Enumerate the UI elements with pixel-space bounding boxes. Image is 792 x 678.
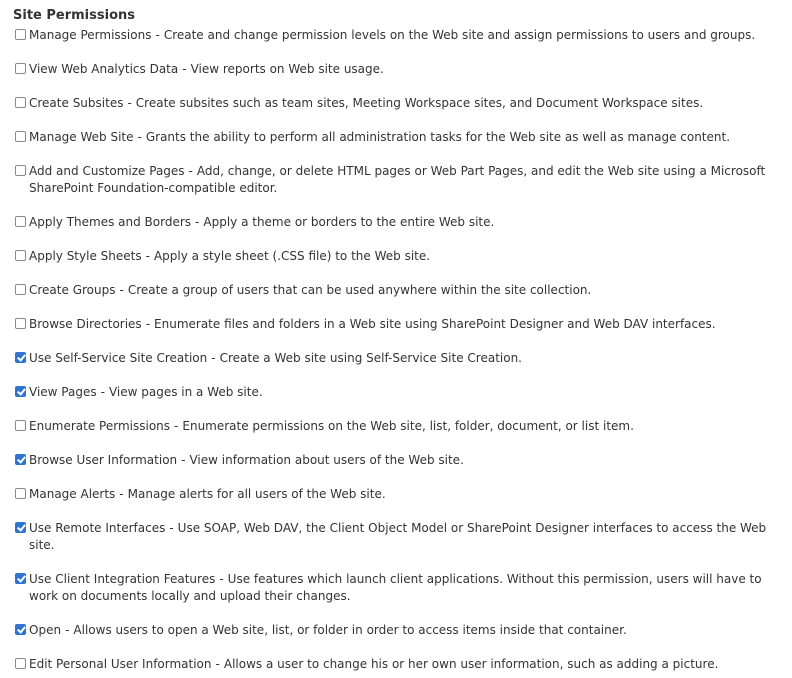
permission-checkbox[interactable] xyxy=(15,250,26,261)
permission-checkbox[interactable] xyxy=(15,216,26,227)
permission-separator: - xyxy=(100,385,105,399)
permission-name[interactable]: View Pages xyxy=(29,385,97,399)
permission-row xyxy=(15,129,785,146)
permission-text xyxy=(29,316,785,333)
permission-separator: - xyxy=(145,249,150,263)
permission-description: View pages in a Web site. xyxy=(108,385,263,399)
permission-row xyxy=(15,571,785,605)
permission-text xyxy=(29,452,785,469)
permission-separator: - xyxy=(119,487,124,501)
permission-text xyxy=(29,282,785,299)
permission-separator: - xyxy=(215,657,220,671)
permission-row xyxy=(15,656,785,673)
permission-row xyxy=(15,452,785,469)
permission-checkbox[interactable] xyxy=(15,165,26,176)
permission-text xyxy=(29,520,785,554)
permission-checkbox[interactable] xyxy=(15,29,26,40)
permission-description: Create a group of users that can be used anywhere within the site collection. xyxy=(127,283,592,297)
permission-text xyxy=(29,656,785,673)
permission-separator: - xyxy=(127,96,132,110)
permission-row xyxy=(15,95,785,112)
permission-name[interactable]: Enumerate Permissions xyxy=(29,419,171,433)
permission-separator: - xyxy=(188,164,193,178)
permission-description: Apply a style sheet (.CSS file) to the Web site. xyxy=(153,249,431,263)
permission-separator: - xyxy=(174,419,179,433)
permission-separator: - xyxy=(219,572,224,586)
permission-checkbox[interactable] xyxy=(15,573,26,584)
permission-name[interactable]: Manage Web Site xyxy=(29,130,134,144)
permission-description: Create subsites such as team sites, Meeting Workspace sites, and Document Workspace sites. xyxy=(135,96,704,110)
permission-name[interactable]: Browse Directories xyxy=(29,317,142,331)
permission-name[interactable]: Apply Themes and Borders xyxy=(29,215,192,229)
permission-name[interactable]: Manage Alerts xyxy=(29,487,116,501)
permission-text xyxy=(29,486,785,503)
permission-text xyxy=(29,248,785,265)
permission-description: Manage alerts for all users of the Web site. xyxy=(127,487,386,501)
permission-description: Apply a theme or borders to the entire Web site. xyxy=(203,215,495,229)
permission-separator: - xyxy=(211,351,216,365)
permission-checkbox[interactable] xyxy=(15,63,26,74)
permission-row xyxy=(15,248,785,265)
permission-text xyxy=(29,350,785,367)
permission-row xyxy=(15,214,785,231)
permission-text xyxy=(29,418,785,435)
permission-description: Add, change, or delete HTML pages or Web Part Pages, and edit the Web site using a Microsoft SharePoint Foundation-compatible editor. xyxy=(29,164,766,195)
section-title: Site Permissions xyxy=(13,8,135,23)
permission-name[interactable]: View Web Analytics Data xyxy=(29,62,179,76)
permission-description: Create and change permission levels on the Web site and assign permissions to users and groups. xyxy=(163,28,756,42)
permission-description: View reports on Web site usage. xyxy=(190,62,384,76)
permission-name[interactable]: Open xyxy=(29,623,62,637)
permission-name[interactable]: Browse User Information xyxy=(29,453,178,467)
permission-separator: - xyxy=(182,62,187,76)
permission-text xyxy=(29,622,785,639)
permission-checkbox[interactable] xyxy=(15,318,26,329)
permission-checkbox[interactable] xyxy=(15,131,26,142)
permission-name[interactable]: Use Self-Service Site Creation xyxy=(29,351,208,365)
permission-description: Allows users to open a Web site, list, or folder in order to access items inside that container. xyxy=(73,623,627,637)
permission-description: View information about users of the Web site. xyxy=(189,453,464,467)
permission-row xyxy=(15,282,785,299)
permission-text xyxy=(29,384,785,401)
permission-name[interactable]: Apply Style Sheets xyxy=(29,249,142,263)
permission-name[interactable]: Manage Permissions xyxy=(29,28,152,42)
permission-checkbox[interactable] xyxy=(15,488,26,499)
permission-separator: - xyxy=(145,317,151,331)
permission-row xyxy=(15,486,785,503)
permission-description: Create a Web site using Self-Service Site Creation. xyxy=(219,351,522,365)
permission-separator: - xyxy=(137,130,142,144)
permission-row xyxy=(15,418,785,435)
permission-text xyxy=(29,61,785,78)
permission-row xyxy=(15,316,785,333)
permission-separator: - xyxy=(155,28,160,42)
permission-description: Use features which launch client applications. Without this permission, users will have to work on documents locally and upload their changes. xyxy=(29,572,762,603)
permission-checkbox[interactable] xyxy=(15,352,26,363)
permission-text xyxy=(29,214,785,231)
permission-name[interactable]: Edit Personal User Information xyxy=(29,657,212,671)
permission-description: Enumerate permissions on the Web site, list, folder, document, or list item. xyxy=(182,419,634,433)
permission-name[interactable]: Add and Customize Pages xyxy=(29,164,185,178)
permission-name[interactable]: Use Remote Interfaces xyxy=(29,521,166,535)
permission-description: Grants the ability to perform all administration tasks for the Web site as well as manage content. xyxy=(145,130,731,144)
permission-checkbox[interactable] xyxy=(15,624,26,635)
permission-checkbox[interactable] xyxy=(15,386,26,397)
permission-row xyxy=(15,61,785,78)
permission-row xyxy=(15,350,785,367)
permission-row xyxy=(15,622,785,639)
permission-text xyxy=(29,129,785,146)
permission-checkbox[interactable] xyxy=(15,284,26,295)
permission-row xyxy=(15,384,785,401)
permission-separator: - xyxy=(65,623,70,637)
permission-description: Use SOAP, Web DAV, the Client Object Model or SharePoint Designer interfaces to access the Web site. xyxy=(29,521,767,552)
permissions-list xyxy=(15,27,785,673)
permission-checkbox[interactable] xyxy=(15,454,26,465)
permission-checkbox[interactable] xyxy=(15,522,26,533)
permission-row xyxy=(15,27,785,44)
permission-row xyxy=(15,163,785,197)
permission-description: Allows a user to change his or her own user information, such as adding a picture. xyxy=(223,657,719,671)
permission-checkbox[interactable] xyxy=(15,97,26,108)
permission-name[interactable]: Create Subsites xyxy=(29,96,124,110)
permission-name[interactable]: Use Client Integration Features xyxy=(29,572,216,586)
permission-row xyxy=(15,520,785,554)
permission-checkbox[interactable] xyxy=(15,420,26,431)
permission-text xyxy=(29,95,785,112)
permission-separator: - xyxy=(119,283,124,297)
permission-separator: - xyxy=(169,521,174,535)
permission-text xyxy=(29,27,785,44)
permission-description: Enumerate files and folders in a Web site using SharePoint Designer and Web DAV interfaces. xyxy=(154,317,716,331)
permission-text xyxy=(29,571,785,605)
permission-name[interactable]: Create Groups xyxy=(29,283,116,297)
permission-separator: - xyxy=(195,215,200,229)
permission-text xyxy=(29,163,785,197)
permission-separator: - xyxy=(181,453,186,467)
permission-checkbox[interactable] xyxy=(15,658,26,669)
